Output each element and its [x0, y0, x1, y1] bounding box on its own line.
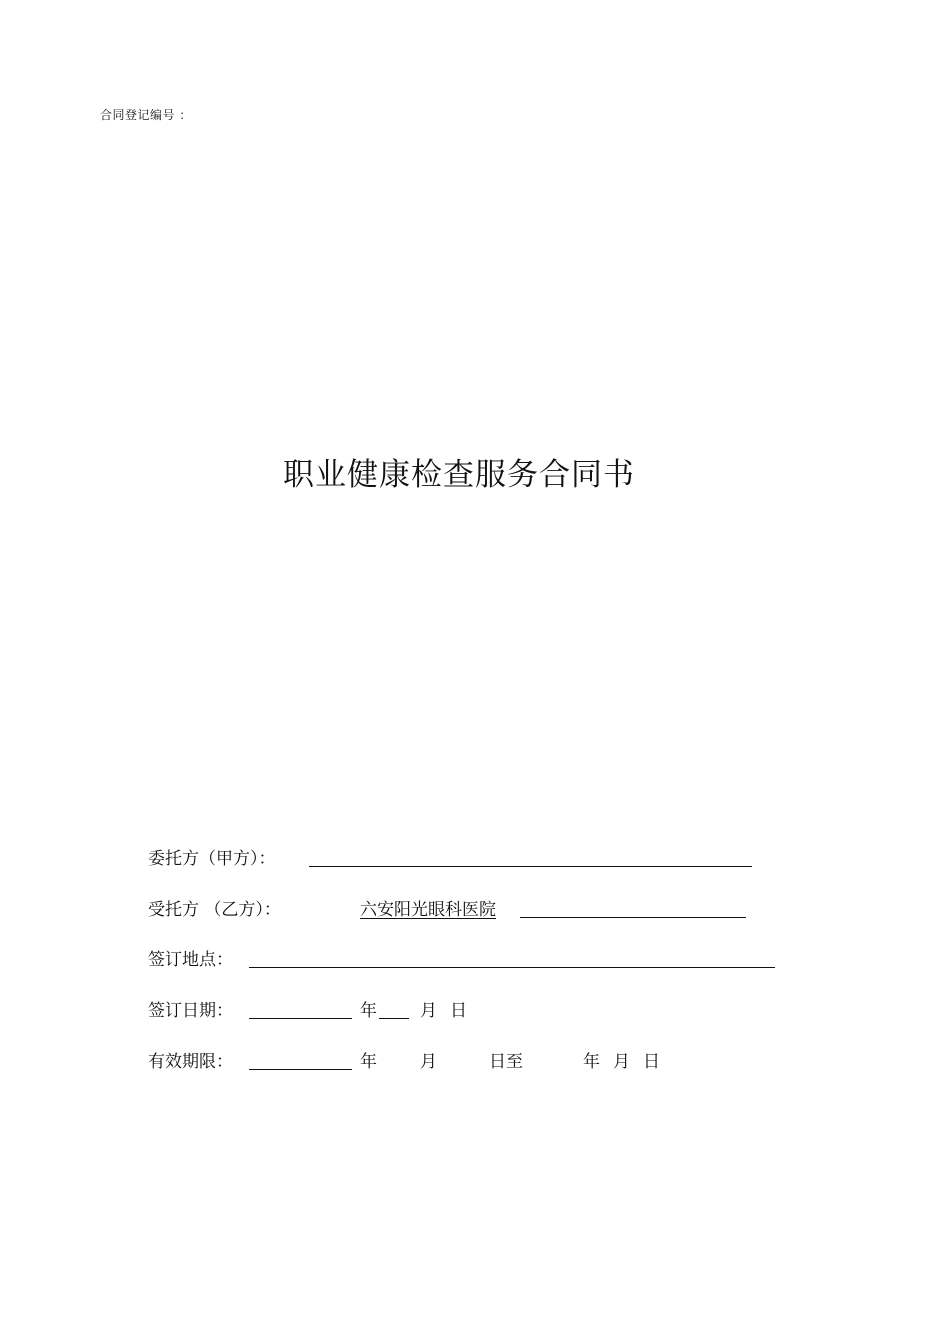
contractor-label: 受托方 （乙方）：: [148, 900, 281, 920]
client-label: 委托方（甲方）：: [148, 849, 276, 869]
validity-start-year-text: 年: [360, 1052, 377, 1072]
registration-number-label: 合同登记编号 ：: [100, 108, 192, 122]
client-input-line[interactable]: [309, 847, 752, 867]
validity-end-month-text: 月: [613, 1052, 630, 1072]
signing-date-year-line[interactable]: [249, 999, 352, 1019]
signing-date-year-text: 年: [360, 1001, 377, 1021]
contractor-field: [148, 898, 768, 922]
validity-start-day-to-text: 日至: [489, 1052, 523, 1072]
validity-start-month-text: 月: [420, 1052, 437, 1072]
signing-place-field: [148, 948, 788, 972]
signing-place-label: 签订地点：: [148, 950, 233, 970]
signing-place-input-line[interactable]: [249, 948, 775, 968]
contractor-name: 六安阳光眼科医院: [360, 900, 496, 920]
validity-period-field: [148, 1050, 708, 1074]
document-title: 职业健康检查服务合同书: [283, 456, 635, 493]
contractor-input-line[interactable]: [520, 898, 746, 918]
validity-start-year-line[interactable]: [249, 1050, 352, 1070]
signing-date-field: [148, 999, 548, 1023]
validity-period-label: 有效期限：: [148, 1052, 233, 1072]
signing-date-label: 签订日期：: [148, 1001, 233, 1021]
validity-end-year-text: 年: [583, 1052, 600, 1072]
signing-date-month-text: 月: [420, 1001, 437, 1021]
client-field: [148, 847, 768, 871]
signing-date-day-text: 日: [450, 1001, 467, 1021]
validity-end-day-text: 日: [643, 1052, 660, 1072]
signing-date-month-line[interactable]: [379, 999, 409, 1019]
